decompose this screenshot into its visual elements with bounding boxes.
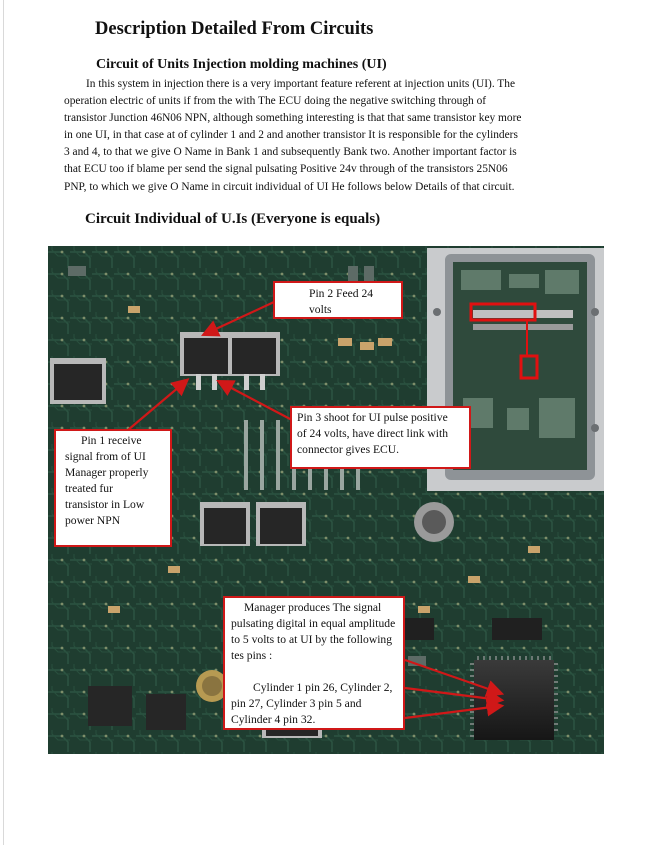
- callout-line: volts: [309, 303, 332, 316]
- callout-line: power NPN: [65, 514, 121, 527]
- page-edge-rule: [3, 0, 4, 845]
- callout-line: Cylinder 1 pin 26, Cylinder 2,: [253, 681, 393, 694]
- callout-line: transistor in Low: [65, 498, 145, 511]
- paragraph-line: In this system in injection there is a very important feature referent at injection units (UI). The: [86, 78, 516, 90]
- callout-line: [231, 664, 399, 680]
- intro-paragraph: [64, 76, 604, 196]
- paragraph-line: operation electric of units if from the with The ECU doing the negative switching through of: [64, 95, 487, 108]
- paragraph-line: PNP, to which we give O Name in circuit individual of UI He follows below Details of that circuit.: [64, 180, 515, 193]
- callout-line: treated fur: [65, 482, 113, 495]
- paragraph-line: transistor Junction 46N06 NPN, although something interesting is that that same transistor key more: [64, 112, 522, 125]
- callout-line: to 5 volts to at UI by the following: [231, 633, 393, 646]
- callout-line: Manager properly: [65, 466, 149, 479]
- callout-line: Cylinder 4 pin 32.: [231, 713, 316, 726]
- callout-pin2: [273, 281, 403, 319]
- paragraph-line: 3 and 4, to that we give O Name in Bank 1 and subsequently Bank two. Another important factor is: [64, 146, 517, 159]
- callout-line: Pin 2 Feed 24: [309, 287, 374, 300]
- callout-pin1: [54, 429, 172, 547]
- paragraph-line: in one UI, in that case at of cylinder 1 and 2 and another transistor It is responsible for the cylinders: [64, 129, 518, 142]
- callout-line: tes pins :: [231, 649, 273, 662]
- callout-line: pin 27, Cylinder 3 pin 5 and: [231, 697, 362, 710]
- callout-line: Pin 1 receive: [81, 434, 142, 447]
- callout-line: pulsating digital in equal amplitude: [231, 617, 396, 630]
- paragraph-line: that ECU too if blame per send the signal pulsating Positive 24v through of the transistors 25N06: [64, 163, 508, 176]
- callout-manager: [223, 596, 405, 730]
- circuit-heading: Circuit Individual of U.Is (Everyone is equals): [85, 211, 381, 227]
- section-subtitle: Circuit of Units Injection molding machines (UI): [96, 57, 387, 72]
- callout-pin3: [290, 406, 471, 469]
- callout-line: Pin 3 shoot for UI pulse positive: [297, 411, 448, 424]
- callout-line: Manager produces The signal: [244, 601, 382, 614]
- callout-line: connector gives ECU.: [297, 443, 400, 456]
- page-title: Description Detailed From Circuits: [95, 19, 374, 39]
- callout-line: of 24 volts, have direct link with: [297, 427, 449, 440]
- callout-line: signal from of UI: [65, 450, 146, 463]
